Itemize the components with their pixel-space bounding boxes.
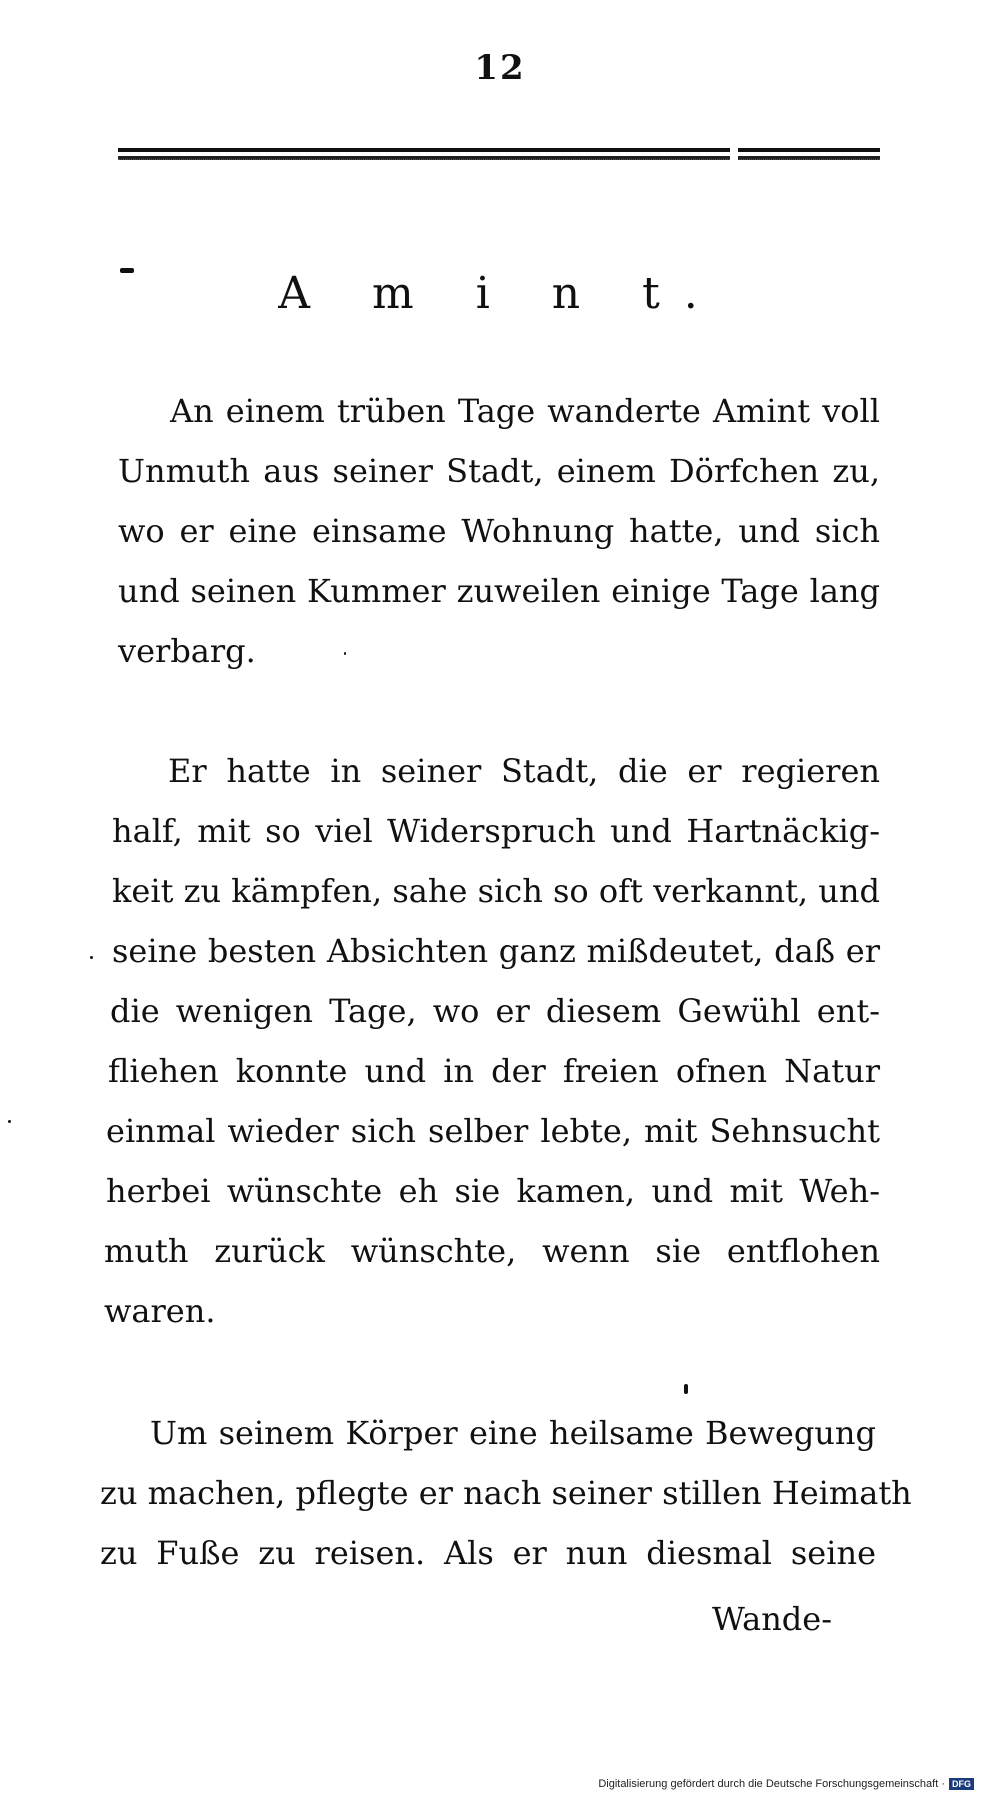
scan-speck <box>344 652 346 655</box>
footer-text: Digitalisierung gefördert durch die Deutsche Forschungsgemeinschaft · <box>598 1778 945 1790</box>
text-line: Er hatte in seiner Stadt, die er regieren <box>168 752 880 790</box>
text-line: half, mit so viel Widerspruch und Hartnäckig- <box>112 812 880 850</box>
text-line: muth zurück wünschte, wenn sie entflohen <box>104 1232 880 1270</box>
text-line: keit zu kämpfen, sahe sich so oft verkannt, und <box>112 872 880 910</box>
text-line: zu Fuße zu reisen. Als er nun diesmal seine <box>100 1534 876 1572</box>
text-line: fliehen konnte und in der freien ofnen Natur <box>108 1052 880 1090</box>
text-line: zu machen, pflegte er nach seiner stillen Heimath <box>100 1474 912 1512</box>
catchword: Wande- <box>712 1600 833 1638</box>
text-line: einmal wieder sich selber lebte, mit Sehnsucht <box>106 1112 880 1150</box>
text-line: seine besten Absichten ganz mißdeutet, daß er <box>112 932 880 970</box>
text-line: wo er eine einsame Wohnung hatte, und sich <box>118 512 880 550</box>
page-number: 12 <box>474 48 526 88</box>
text-line: herbei wünschte eh sie kamen, und mit Weh- <box>106 1172 880 1210</box>
text-line: waren. <box>104 1292 216 1330</box>
text-line: und seinen Kummer zuweilen einige Tage lang <box>118 572 880 610</box>
scan-speck <box>684 1384 688 1394</box>
scan-speck <box>8 1120 11 1123</box>
digitization-footer <box>598 1778 974 1790</box>
page-title: A m i n t. <box>278 268 722 319</box>
dfg-logo: DFG <box>949 1778 974 1790</box>
text-line: verbarg. <box>118 632 256 670</box>
text-line: An einem trüben Tage wanderte Amint voll <box>170 392 880 430</box>
text-line: die wenigen Tage, wo er diesem Gewühl ent- <box>110 992 880 1030</box>
text-line: Um seinem Körper eine heilsame Bewegung <box>150 1414 876 1452</box>
scan-speck <box>90 956 93 959</box>
text-line: Unmuth aus seiner Stadt, einem Dörfchen zu, <box>118 452 880 490</box>
header-rule <box>118 148 880 162</box>
scan-speck <box>120 268 134 273</box>
